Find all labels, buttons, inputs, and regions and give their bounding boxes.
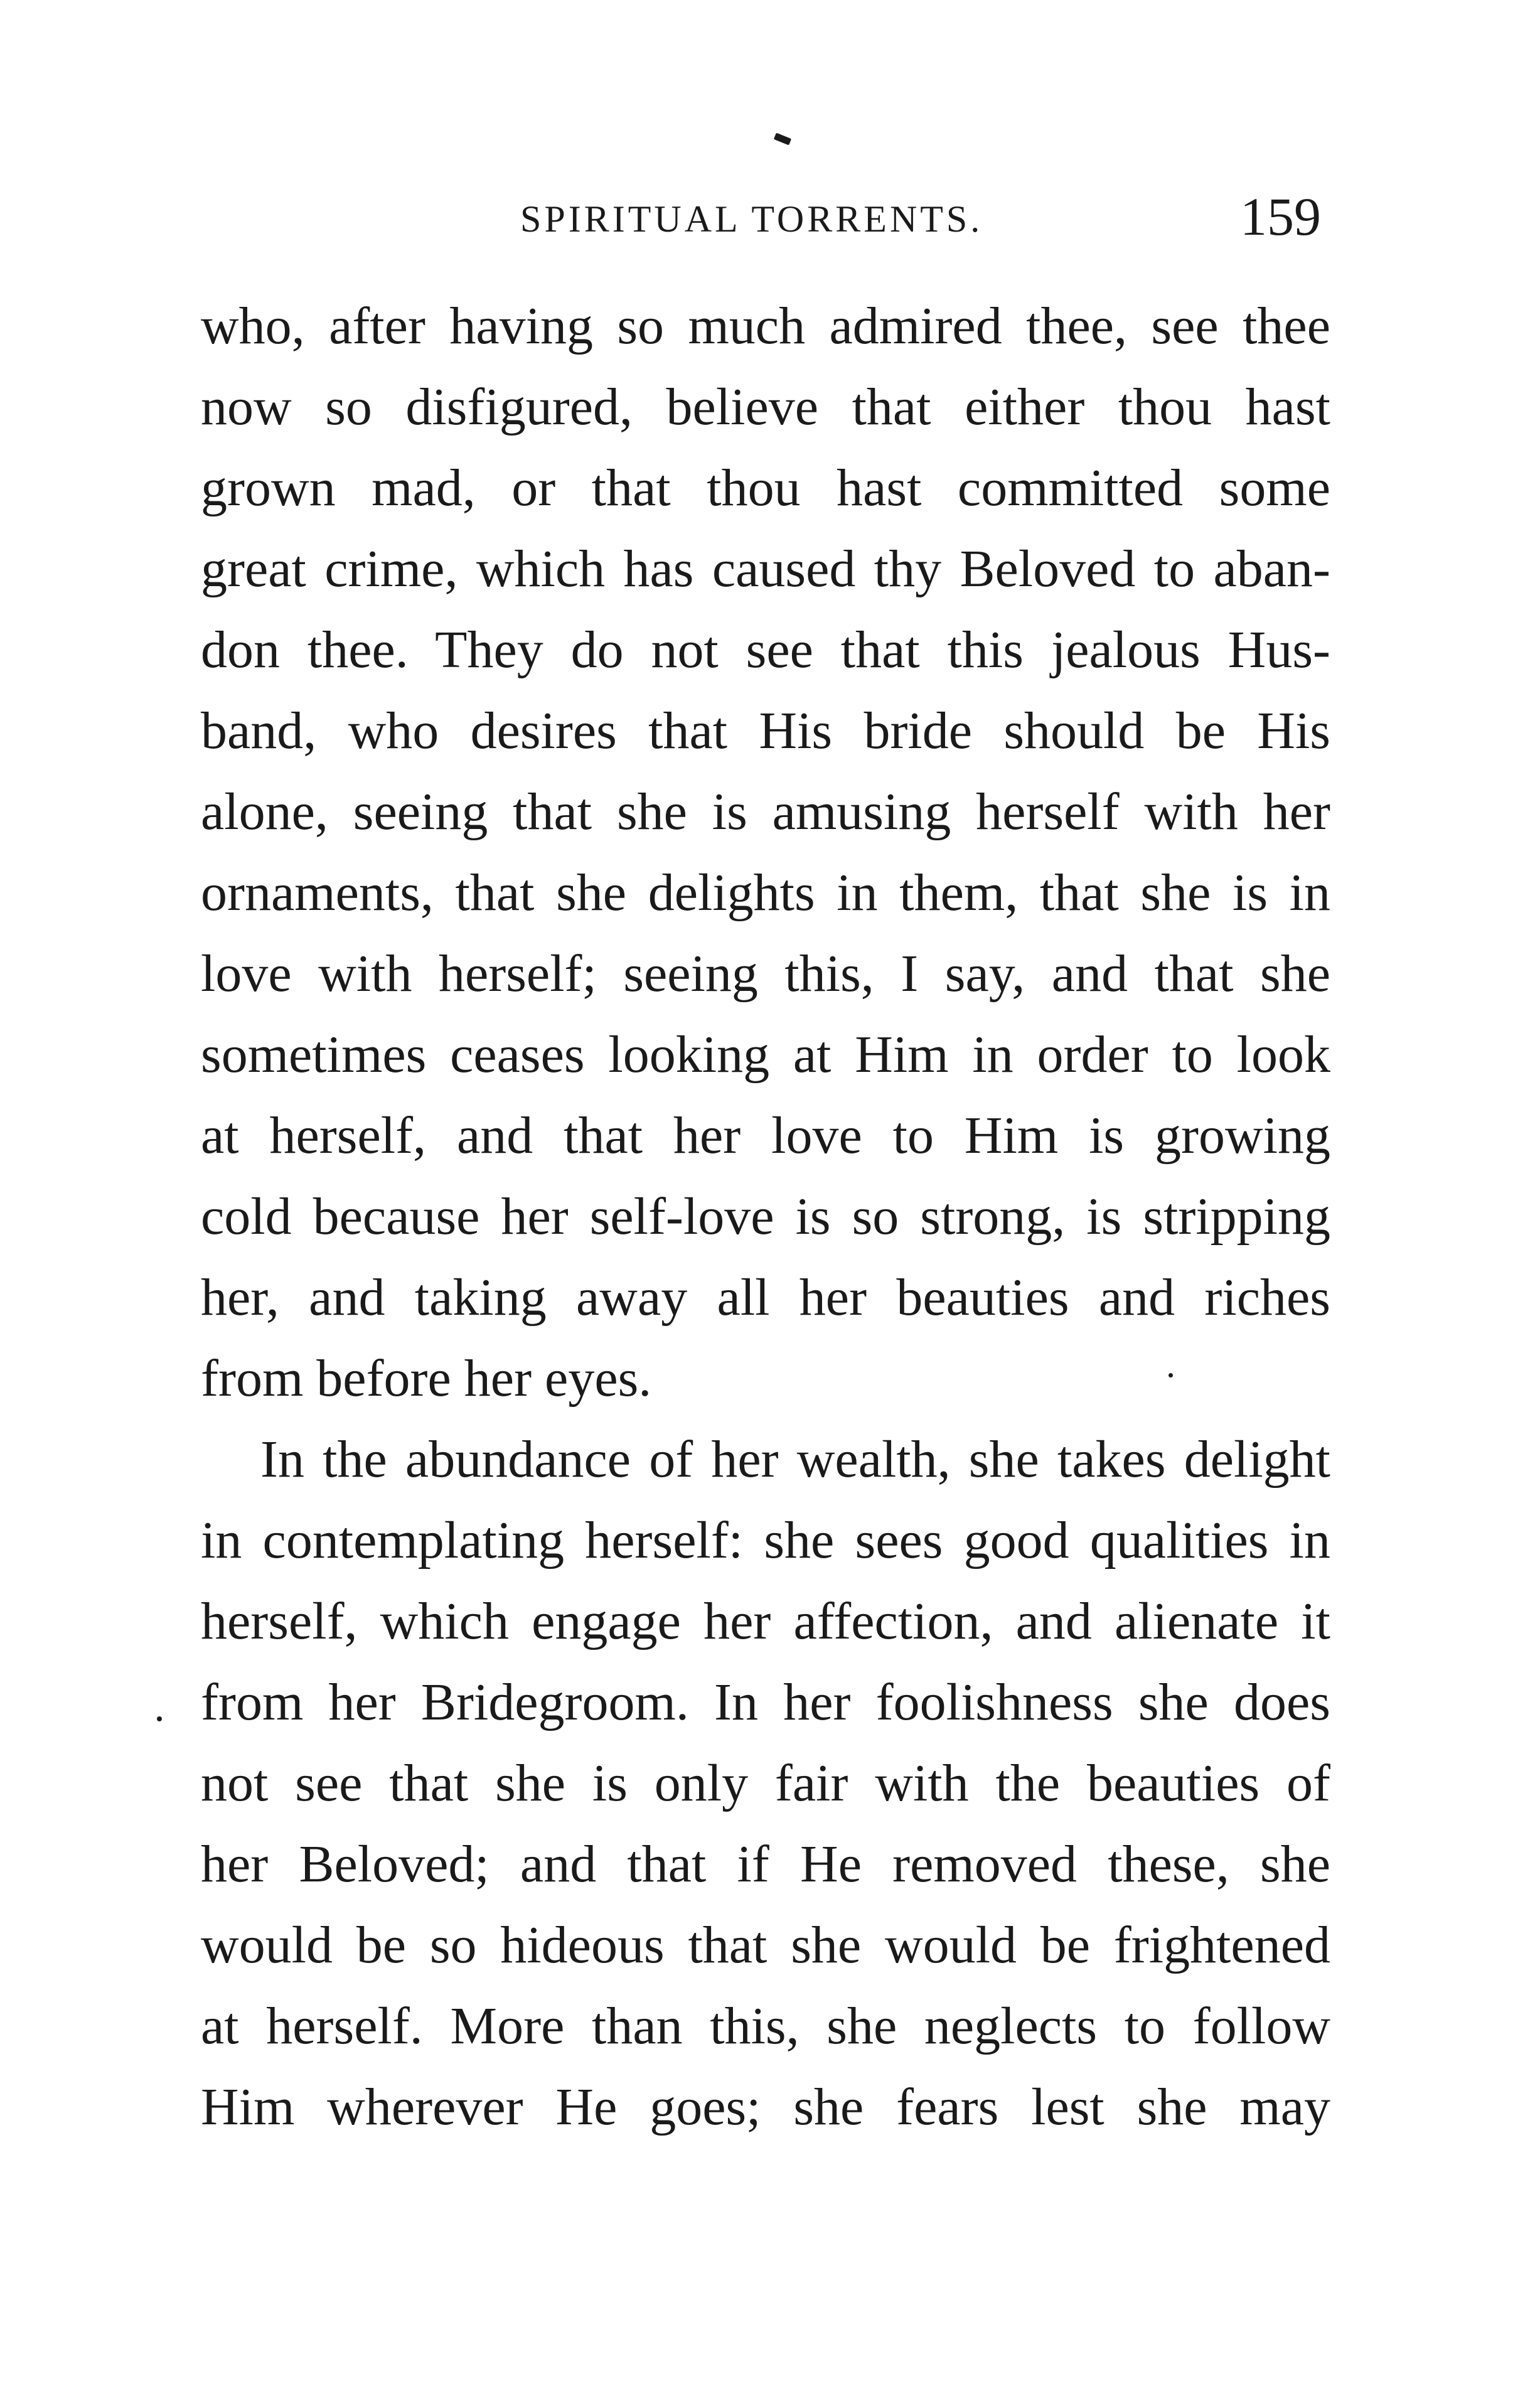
text-line: sometimes ceases looking at Him in order to look [201, 1025, 1330, 1084]
text-line: now so disfigured, believe that either thou hast [201, 378, 1330, 436]
text-line: herself, which engage her affection, and alienate it [201, 1592, 1330, 1650]
text-line: In the abundance of her wealth, she takes delight [260, 1430, 1330, 1489]
text-line: cold because her self-love is so strong, is stripping [201, 1187, 1330, 1246]
ink-speck [774, 133, 791, 146]
text-line: at herself, and that her love to Him is growing [201, 1106, 1330, 1165]
text-line: Him wherever He goes; she fears lest she may [201, 2078, 1330, 2136]
running-title: SPIRITUAL TORRENTS. [520, 198, 983, 240]
running-head [201, 183, 1330, 246]
text-line: who, after having so much admired thee, see thee [201, 297, 1330, 355]
text-line: great crime, which has caused thy Beloved to aban- [201, 540, 1330, 598]
paragraph [201, 1419, 1330, 2148]
text-line: her, and taking away all her beauties and riches [201, 1268, 1330, 1327]
text-line: band, who desires that His bride should be His [201, 702, 1330, 760]
text-line: her Beloved; and that if He removed these, she [201, 1835, 1330, 1893]
text-line: ornaments, that she delights in them, that she is in [201, 864, 1330, 922]
page-number: 159 [1240, 186, 1321, 247]
text-line: don thee. They do not see that this jealous Hus- [201, 621, 1330, 679]
text-line: would be so hideous that she would be frightened [201, 1916, 1330, 1974]
body-text [201, 286, 1330, 2148]
text-line: alone, seeing that she is amusing herself with her [201, 783, 1330, 841]
text-line: love with herself; seeing this, I say, and that she [201, 944, 1330, 1003]
text-line: grown mad, or that thou hast committed some [201, 459, 1330, 517]
text-line: at herself. More than this, she neglects to follow [201, 1997, 1330, 2055]
text-line: in contemplating herself: she sees good qualities in [201, 1511, 1330, 1570]
text-line: from her Bridegroom. In her foolishness she does [201, 1673, 1330, 1731]
paragraph [201, 286, 1330, 1419]
text-line: not see that she is only fair with the beauties of [201, 1754, 1330, 1812]
ink-speck [157, 1716, 162, 1721]
text-line: from before her eyes. [201, 1349, 652, 1408]
